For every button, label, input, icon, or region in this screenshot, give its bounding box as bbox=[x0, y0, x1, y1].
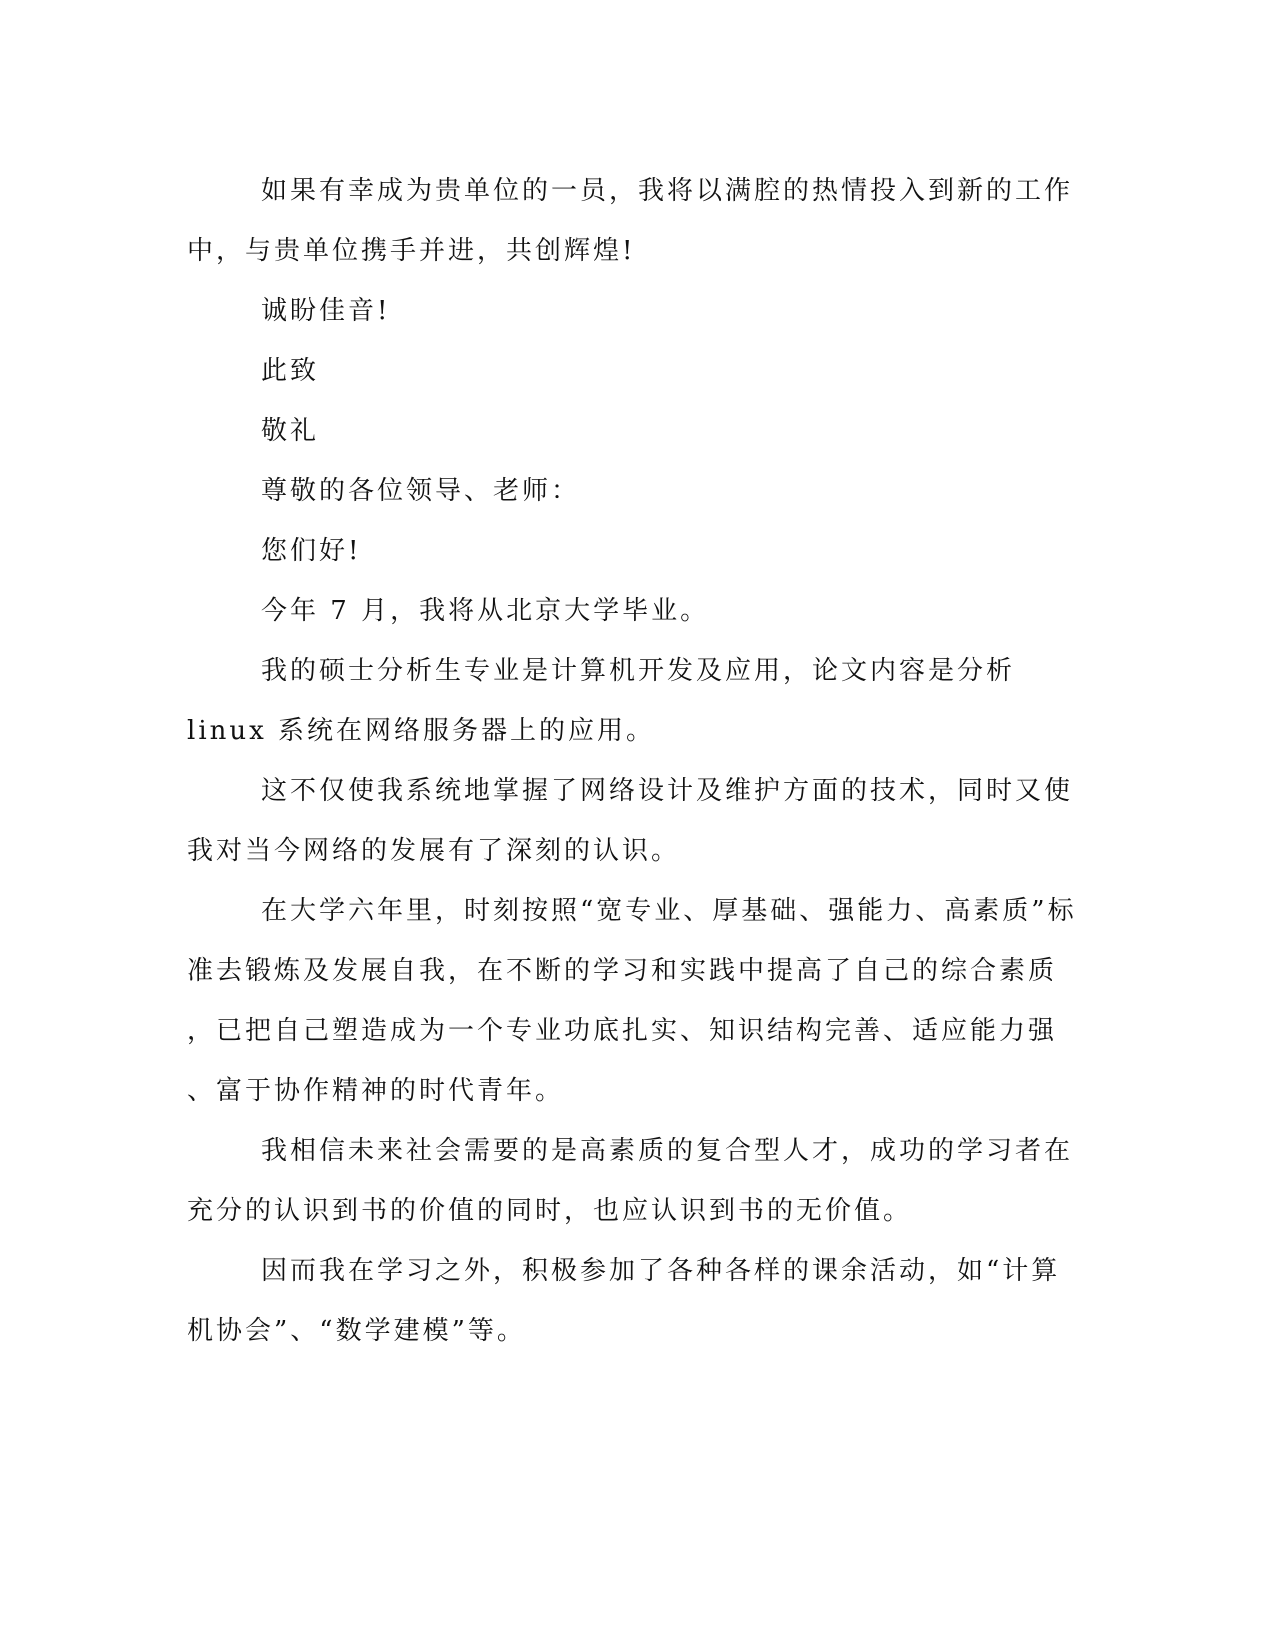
text-line: 机协会”、“数学建模”等。 bbox=[187, 1316, 526, 1346]
text-line: 中，与贵单位携手并进，共创辉煌! bbox=[187, 236, 636, 266]
text-line: 、富于协作精神的时代青年。 bbox=[187, 1076, 565, 1106]
text-line: 我的硕士分析生专业是计算机开发及应用，论文内容是分析 bbox=[261, 656, 1016, 686]
text-line: 敬礼 bbox=[261, 416, 320, 446]
text-line: 今年 7 月，我将从北京大学毕业。 bbox=[261, 596, 710, 626]
text-line: 这不仅使我系统地掌握了网络设计及维护方面的技术，同时又使 bbox=[261, 776, 1074, 806]
text-line: linux 系统在网络服务器上的应用。 bbox=[187, 716, 656, 746]
letter-body bbox=[187, 161, 1077, 1361]
text-line: 我相信未来社会需要的是高素质的复合型人才，成功的学习者在 bbox=[261, 1136, 1074, 1166]
text-line: 如果有幸成为贵单位的一员，我将以满腔的热情投入到新的工作 bbox=[261, 176, 1074, 206]
text-line: 因而我在学习之外，积极参加了各种各样的课余活动，如“计算 bbox=[261, 1256, 1061, 1286]
text-line: 准去锻炼及发展自我，在不断的学习和实践中提高了自己的综合素质 bbox=[187, 956, 1058, 986]
text-line: 我对当今网络的发展有了深刻的认识。 bbox=[187, 836, 681, 866]
text-line: 您们好! bbox=[261, 536, 362, 566]
text-line: 此致 bbox=[261, 356, 320, 386]
text-line: 尊敬的各位领导、老师： bbox=[261, 476, 581, 506]
text-line: 充分的认识到书的价值的同时，也应认识到书的无价值。 bbox=[187, 1196, 913, 1226]
text-line: 诚盼佳音! bbox=[261, 296, 391, 326]
text-line: 在大学六年里，时刻按照“宽专业、厚基础、强能力、高素质”标 bbox=[261, 896, 1077, 926]
text-line: ，已把自己塑造成为一个专业功底扎实、知识结构完善、适应能力强 bbox=[187, 1016, 1058, 1046]
